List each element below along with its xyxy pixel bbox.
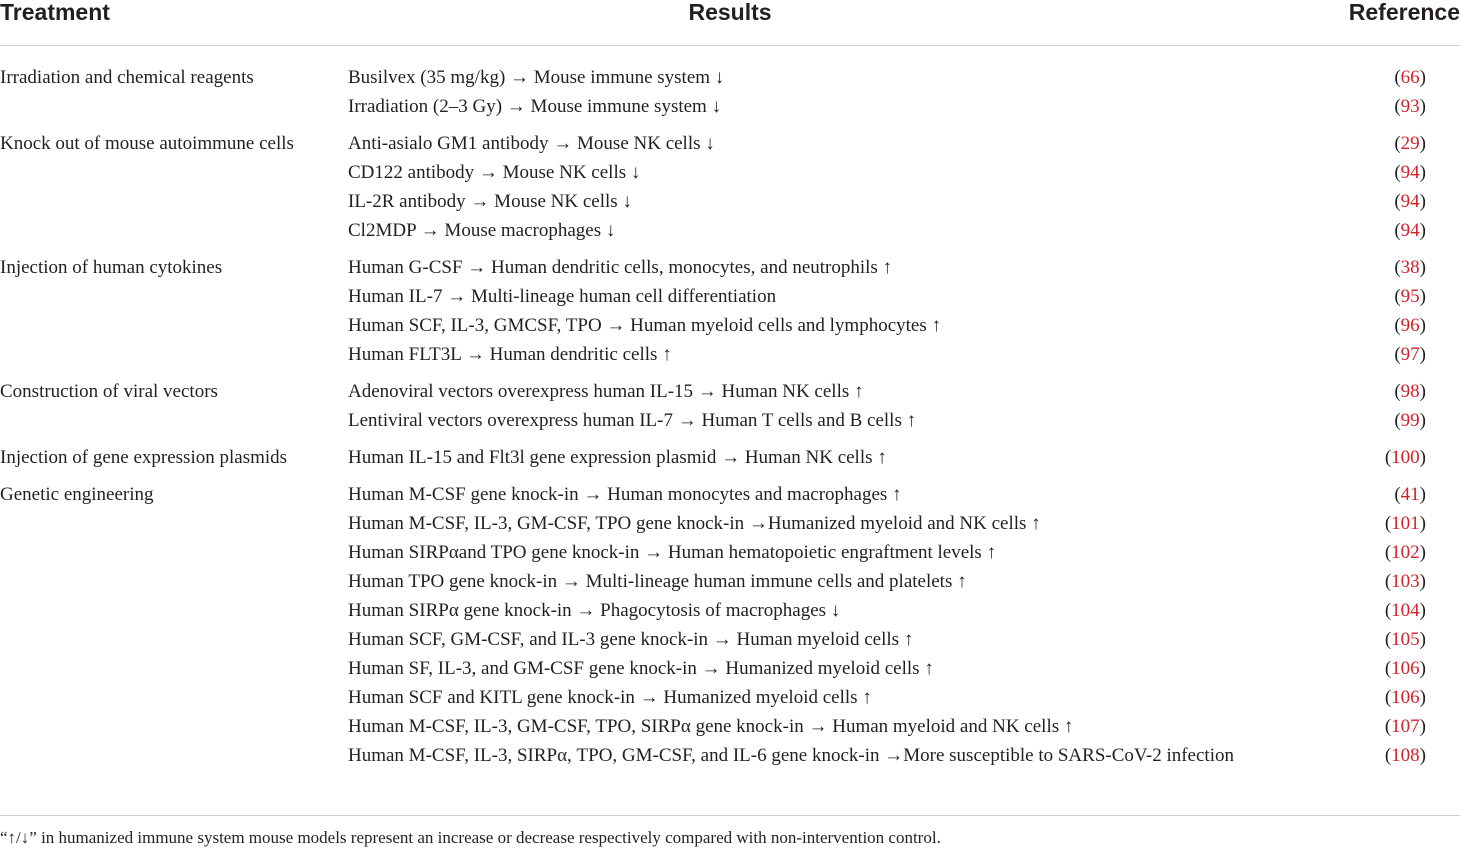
reference-close-paren: ) [1419,716,1426,737]
reference-close-paren: ) [1419,220,1426,241]
reference-link[interactable]: 94 [1400,162,1420,183]
table-row [0,683,1460,712]
reference-cell [1385,538,1426,567]
table-row [0,187,1460,216]
table-row [0,712,1460,741]
reference-close-paren: ) [1419,629,1426,650]
table-row [0,253,1460,282]
result-cell: Human SCF and KITL gene knock-in → Humanized myeloid cells ↑ [348,687,872,708]
reference-close-paren: ) [1419,96,1426,117]
table-row [0,480,1460,509]
reference-close-paren: ) [1419,381,1426,402]
reference-open-paren: ( [1394,257,1401,278]
reference-cell [1385,443,1426,472]
reference-cell [1394,480,1426,509]
reference-cell [1385,712,1426,741]
result-cell: Busilvex (35 mg/kg) → Mouse immune system ↓ [348,67,725,88]
reference-open-paren: ( [1384,745,1392,766]
table-group [0,480,1460,799]
table-row [0,567,1460,596]
column-header-treatment: Treatment [0,0,110,25]
result-cell: Irradiation (2–3 Gy) → Mouse immune system ↓ [348,96,722,117]
reference-cell [1394,311,1426,340]
reference-link[interactable]: 108 [1391,745,1420,766]
reference-link[interactable]: 102 [1391,542,1420,563]
column-header-reference: Reference [1348,0,1460,25]
result-cell: Human M-CSF gene knock-in → Human monocytes and macrophages ↑ [348,484,902,505]
reference-link[interactable]: 94 [1400,220,1420,241]
table-row [0,538,1460,567]
result-cell: Human SCF, GM-CSF, and IL-3 gene knock-in → Human myeloid cells ↑ [348,629,914,650]
reference-cell [1394,63,1426,92]
table-row [0,654,1460,683]
treatment-cell: Construction of viral vectors [0,381,218,402]
reference-open-paren: ( [1384,542,1392,563]
reference-link[interactable]: 107 [1391,716,1420,737]
reference-cell [1394,158,1426,187]
table-row [0,377,1460,406]
reference-link[interactable]: 95 [1400,286,1420,307]
reference-cell [1394,282,1426,311]
table-row [0,443,1460,472]
table-row [0,158,1460,187]
reference-open-paren: ( [1384,447,1392,468]
table-row [0,311,1460,340]
reference-close-paren: ) [1419,257,1426,278]
table-row [0,406,1460,435]
result-cell: Human M-CSF, IL-3, GM-CSF, TPO gene knock-in →Humanized myeloid and NK cells ↑ [348,513,1041,534]
reference-open-paren: ( [1394,484,1401,505]
reference-close-paren: ) [1419,315,1426,336]
result-cell: Human FLT3L → Human dendritic cells ↑ [348,344,672,365]
reference-cell [1394,187,1426,216]
reference-link[interactable]: 106 [1391,658,1420,679]
reference-link[interactable]: 100 [1391,447,1420,468]
treatment-cell: Injection of human cytokines [0,257,223,278]
reference-cell [1385,625,1426,654]
reference-close-paren: ) [1419,484,1426,505]
table-row [0,596,1460,625]
treatment-cell: Injection of gene expression plasmids [0,447,288,468]
reference-link[interactable]: 104 [1391,600,1420,621]
result-cell: Human G-CSF → Human dendritic cells, monocytes, and neutrophils ↑ [348,257,893,278]
treatment-cell: Irradiation and chemical reagents [0,67,254,88]
reference-link[interactable]: 38 [1400,257,1420,278]
reference-cell [1385,654,1426,683]
reference-close-paren: ) [1419,600,1426,621]
reference-link[interactable]: 105 [1391,629,1420,650]
reference-open-paren: ( [1384,687,1392,708]
reference-open-paren: ( [1394,315,1401,336]
reference-open-paren: ( [1384,716,1392,737]
reference-open-paren: ( [1394,410,1401,431]
result-cell: Adenoviral vectors overexpress human IL-15 → Human NK cells ↑ [348,381,864,402]
result-cell: Human IL-7 → Multi-lineage human cell differentiation [348,286,777,307]
treatment-cell: Genetic engineering [0,484,154,505]
reference-open-paren: ( [1394,191,1401,212]
reference-close-paren: ) [1419,344,1426,365]
reference-open-paren: ( [1384,658,1392,679]
reference-link[interactable]: 93 [1400,96,1420,117]
reference-open-paren: ( [1384,571,1392,592]
result-cell: Human SCF, IL-3, GMCSF, TPO → Human myeloid cells and lymphocytes ↑ [348,315,941,336]
result-cell: Anti-asialo GM1 antibody → Mouse NK cells ↓ [348,133,715,154]
reference-link[interactable]: 96 [1400,315,1420,336]
reference-cell [1394,92,1426,121]
reference-close-paren: ) [1419,745,1426,766]
reference-open-paren: ( [1394,220,1401,241]
reference-cell [1394,129,1426,158]
result-cell: Human IL-15 and Flt3l gene expression plasmid → Human NK cells ↑ [348,447,887,468]
reference-close-paren: ) [1419,687,1426,708]
reference-cell [1394,340,1426,369]
table-row [0,741,1460,799]
reference-cell [1394,253,1426,282]
reference-close-paren: ) [1419,410,1426,431]
result-cell: Human SIRPα gene knock-in → Phagocytosis of macrophages ↓ [348,600,841,621]
reference-close-paren: ) [1419,542,1426,563]
reference-cell [1394,406,1426,435]
reference-link[interactable]: 98 [1400,381,1420,402]
reference-cell [1394,216,1426,245]
reference-close-paren: ) [1419,133,1426,154]
result-cell: Lentiviral vectors overexpress human IL-7 → Human T cells and B cells ↑ [348,410,917,431]
reference-open-paren: ( [1384,629,1392,650]
reference-close-paren: ) [1419,191,1426,212]
reference-link[interactable]: 97 [1400,344,1420,365]
reference-cell [1385,741,1426,770]
reference-link[interactable]: 106 [1391,687,1420,708]
table-row [0,509,1460,538]
result-cell: Human M-CSF, IL-3, SIRPα, TPO, GM-CSF, and IL-6 gene knock-in →More susceptible to SARS-CoV-2 infection [348,745,1234,766]
table-body [0,63,1460,799]
reference-open-paren: ( [1394,133,1401,154]
table-group [0,443,1460,472]
result-cell: Human SIRPαand TPO gene knock-in → Human hematopoietic engraftment levels ↑ [348,542,997,563]
table-group [0,63,1460,121]
table-row [0,216,1460,245]
reference-link[interactable]: 94 [1400,191,1420,212]
reference-link[interactable]: 29 [1400,133,1420,154]
reference-cell [1394,377,1426,406]
result-cell: Cl2MDP → Mouse macrophages ↓ [348,220,616,241]
header-divider [0,45,1460,46]
reference-cell [1385,683,1426,712]
table-row [0,92,1460,121]
table-group [0,129,1460,245]
reference-open-paren: ( [1394,162,1401,183]
reference-link[interactable]: 101 [1391,513,1420,534]
table-group [0,377,1460,435]
table-footnote: “↑/↓” in humanized immune system mouse models represent an increase or decrease respectively compared with non-intervention control. [0,828,941,847]
result-cell: CD122 antibody → Mouse NK cells ↓ [348,162,641,183]
reference-open-paren: ( [1394,67,1401,88]
reference-cell [1385,567,1426,596]
reference-cell [1385,509,1426,538]
reference-close-paren: ) [1419,658,1426,679]
reference-open-paren: ( [1394,381,1401,402]
column-header-results: Results [688,0,772,25]
table-row [0,340,1460,369]
table-row [0,282,1460,311]
result-cell: IL-2R antibody → Mouse NK cells ↓ [348,191,632,212]
reference-close-paren: ) [1419,571,1426,592]
reference-link[interactable]: 66 [1400,67,1420,88]
table-row [0,129,1460,158]
reference-close-paren: ) [1419,162,1426,183]
reference-close-paren: ) [1419,67,1426,88]
result-cell: Human SF, IL-3, and GM-CSF gene knock-in → Humanized myeloid cells ↑ [348,658,934,679]
reference-link[interactable]: 99 [1400,410,1420,431]
reference-cell [1385,596,1426,625]
table-row [0,625,1460,654]
reference-link[interactable]: 41 [1400,484,1420,505]
reference-open-paren: ( [1394,286,1401,307]
reference-close-paren: ) [1419,447,1426,468]
reference-close-paren: ) [1419,286,1426,307]
table-row [0,63,1460,92]
result-cell: Human TPO gene knock-in → Multi-lineage human immune cells and platelets ↑ [348,571,967,592]
reference-close-paren: ) [1419,513,1426,534]
reference-open-paren: ( [1384,600,1392,621]
reference-open-paren: ( [1394,344,1401,365]
reference-link[interactable]: 103 [1391,571,1420,592]
reference-open-paren: ( [1384,513,1392,534]
reference-open-paren: ( [1394,96,1401,117]
table-group [0,253,1460,369]
footer-divider [0,815,1460,816]
result-cell: Human M-CSF, IL-3, GM-CSF, TPO, SIRPα gene knock-in → Human myeloid and NK cells ↑ [348,716,1074,737]
treatment-cell: Knock out of mouse autoimmune cells [0,133,294,154]
